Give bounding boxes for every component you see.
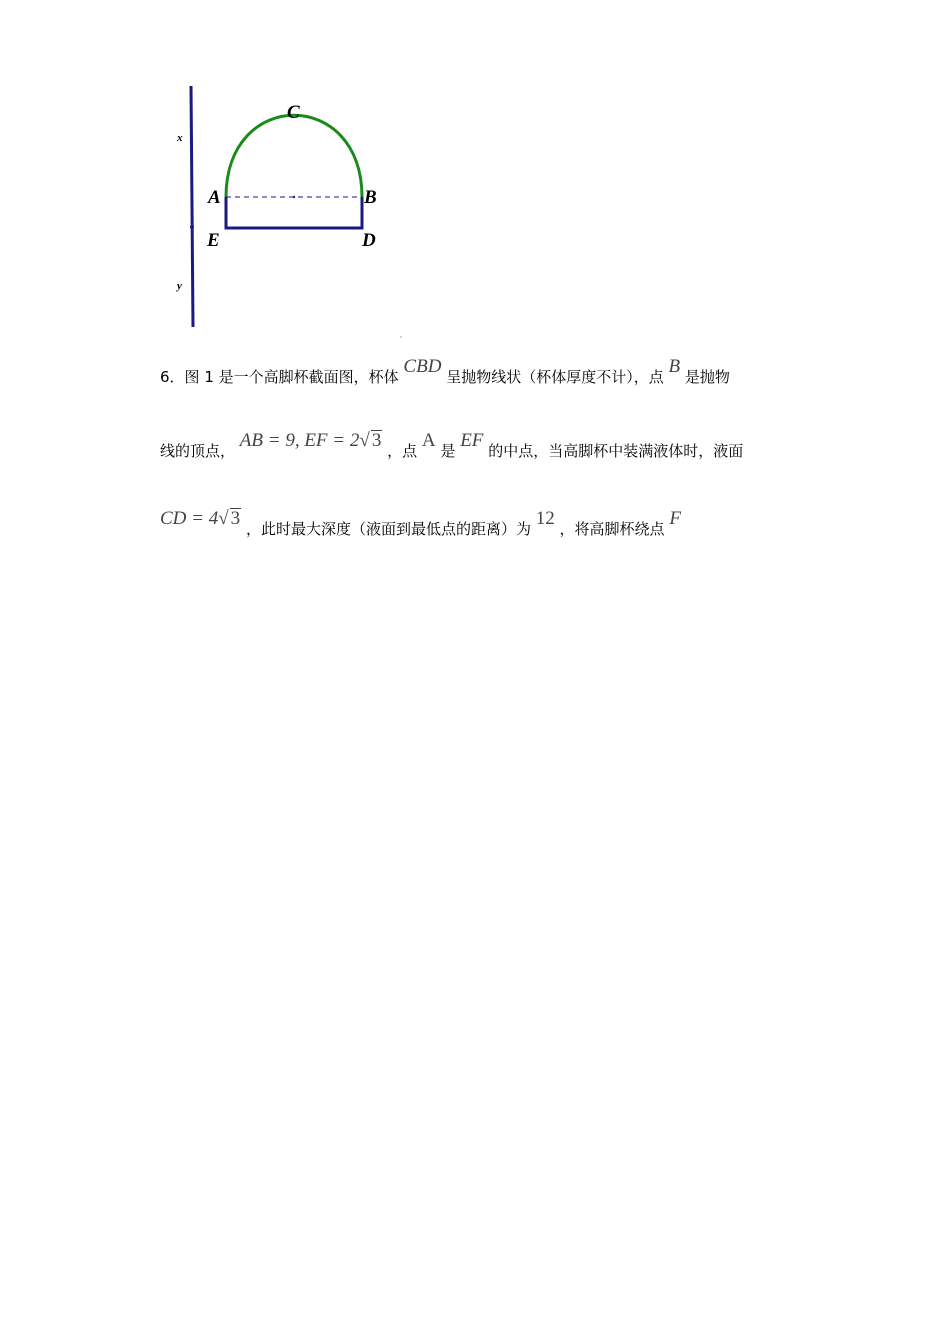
math-ab-ef: AB = 9, EF = 2√ 3 — [239, 430, 382, 451]
label-x: x — [177, 132, 183, 144]
line2-text-1: 线的顶点， — [160, 442, 236, 460]
midpoint-ab — [293, 196, 295, 198]
problem-line-2 — [160, 430, 744, 462]
label-e: E — [207, 230, 220, 251]
problem-line-1 — [160, 356, 730, 388]
stray-dot — [400, 336, 402, 338]
arc-acb — [226, 115, 362, 197]
math-b: B — [668, 356, 681, 377]
vertical-axis-line — [191, 86, 193, 327]
math-cd-radicand: 3 — [230, 508, 241, 529]
math-ef: EF — [460, 430, 484, 451]
cup-cross-section-figure — [0, 0, 950, 360]
label-a: A — [208, 187, 221, 208]
line3-text-1: ，此时最大深度（液面到最低点的距离）为 — [245, 520, 531, 538]
label-y: y — [177, 280, 182, 292]
problem-line-3 — [160, 508, 681, 540]
math-cbd: CBD — [403, 356, 442, 377]
math-12: 12 — [535, 508, 555, 529]
line1-text-3: 是抛物 — [684, 368, 730, 386]
line2-text-4: 的中点，当高脚杯中装满液体时，液面 — [488, 442, 744, 460]
label-d: D — [362, 230, 376, 251]
base-segment-aedb — [226, 197, 362, 228]
math-cd: CD = 4√ 3 — [160, 508, 241, 529]
math-a: A — [421, 430, 436, 451]
math-ab-ef-radicand: 3 — [371, 430, 382, 451]
problem-number: 6． — [160, 368, 185, 386]
line2-text-3: 是 — [440, 442, 456, 460]
math-cd-main: CD = 4 — [160, 508, 219, 529]
line1-text-2: 呈抛物线状（杯体厚度不计），点 — [446, 368, 664, 386]
axis-point — [190, 225, 194, 229]
line2-text-2: ，点 — [387, 442, 418, 460]
math-ab-ef-main: AB = 9, EF = 2 — [239, 430, 360, 451]
line3-text-2: ，将高脚杯绕点 — [559, 520, 665, 538]
line1-text-1: 图 1 是一个高脚杯截面图，杯体 — [184, 368, 399, 386]
label-b: B — [364, 187, 377, 208]
label-c: C — [287, 102, 300, 123]
math-f: F — [669, 508, 681, 529]
